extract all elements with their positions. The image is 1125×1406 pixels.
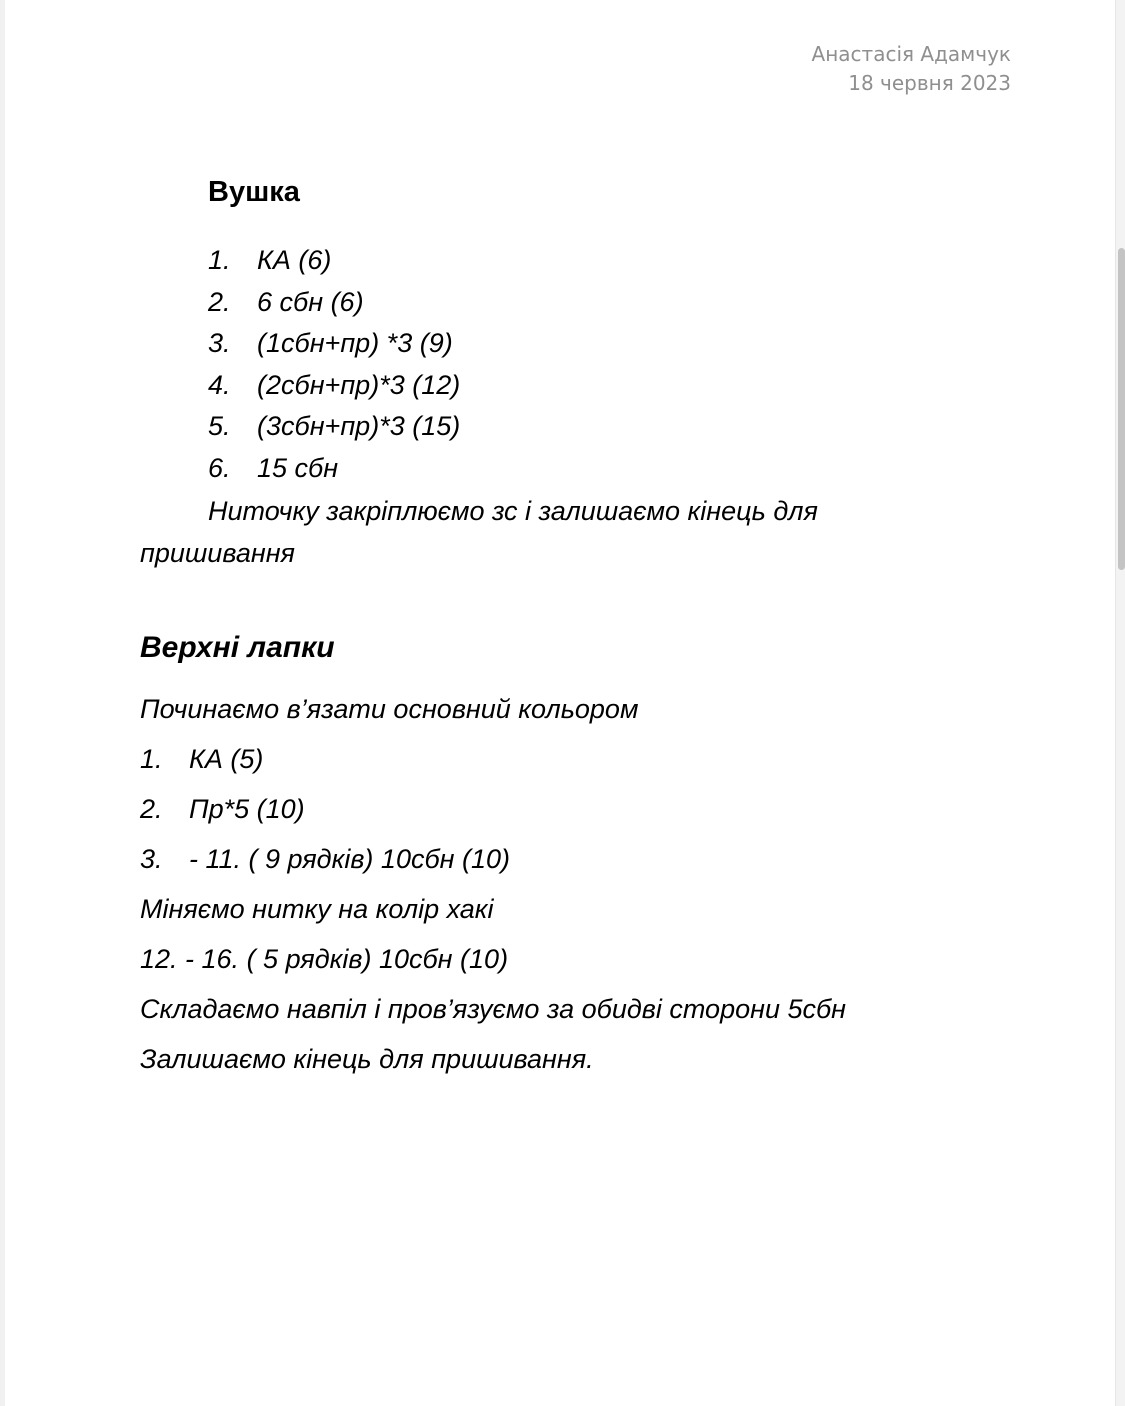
line-text: Залишаємо кінець для пришивання.	[140, 1044, 594, 1074]
document-header	[812, 40, 1011, 98]
step-text: КА (6)	[257, 245, 332, 275]
step-text: (1сбн+пр) *3 (9)	[257, 328, 453, 359]
line-text: 12. - 16. ( 5 рядків) 10сбн (10)	[140, 944, 509, 974]
step-text: Пр*5 (10)	[189, 794, 305, 824]
scrollbar-thumb[interactable]	[1118, 248, 1125, 570]
step-number: 6.	[208, 452, 231, 483]
list-item	[140, 734, 846, 784]
list-item	[208, 323, 460, 365]
list-item	[140, 784, 846, 834]
step-number: 3.	[208, 328, 231, 359]
step-number: 1.	[208, 245, 231, 275]
line-text: Міняємо нитку на колір хакі	[140, 894, 494, 924]
step-text: 15 сбн	[257, 452, 339, 483]
step-text: (3сбн+пр)*3 (15)	[257, 411, 461, 442]
ears-note: Ниточку закріплюємо зс і залишаємо кінець для пришивання	[140, 496, 818, 568]
list-item	[140, 1034, 846, 1084]
line-text: Складаємо навпіл і пров’язуємо за обидві сторони 5сбн	[140, 994, 847, 1024]
vertical-scrollbar[interactable]	[1115, 0, 1125, 1406]
list-item	[140, 884, 846, 934]
list-item	[208, 365, 460, 407]
step-text: - 11. ( 9 рядків) 10сбн (10)	[189, 844, 511, 874]
list-item	[140, 684, 846, 734]
section-title-ears: Вушка	[208, 176, 300, 208]
list-item	[140, 934, 846, 984]
list-item	[140, 984, 846, 1034]
step-text: (2сбн+пр)*3 (12)	[257, 369, 461, 400]
ears-step-list	[208, 240, 460, 490]
step-number: 2.	[208, 286, 231, 317]
list-item	[208, 406, 460, 448]
list-item	[208, 240, 460, 282]
list-item	[140, 834, 846, 884]
list-item	[208, 448, 460, 490]
step-text: КА (5)	[189, 744, 264, 774]
list-item	[208, 282, 460, 324]
section-title-upper-paws: Верхні лапки	[140, 631, 335, 664]
author-name: Анастасія Адамчук	[811, 42, 1011, 66]
page-left-edge	[0, 0, 5, 1406]
step-number: 5.	[208, 411, 231, 442]
step-number: 2.	[140, 794, 163, 824]
step-number: 1.	[140, 744, 163, 774]
step-number: 3.	[140, 844, 163, 874]
upper-paws-instructions	[140, 684, 846, 1084]
line-text: Починаємо в’язати основний кольором	[140, 694, 639, 724]
step-text: 6 сбн (6)	[257, 286, 364, 317]
document-date: 18 червня 2023	[848, 71, 1011, 95]
step-number: 4.	[208, 369, 231, 400]
